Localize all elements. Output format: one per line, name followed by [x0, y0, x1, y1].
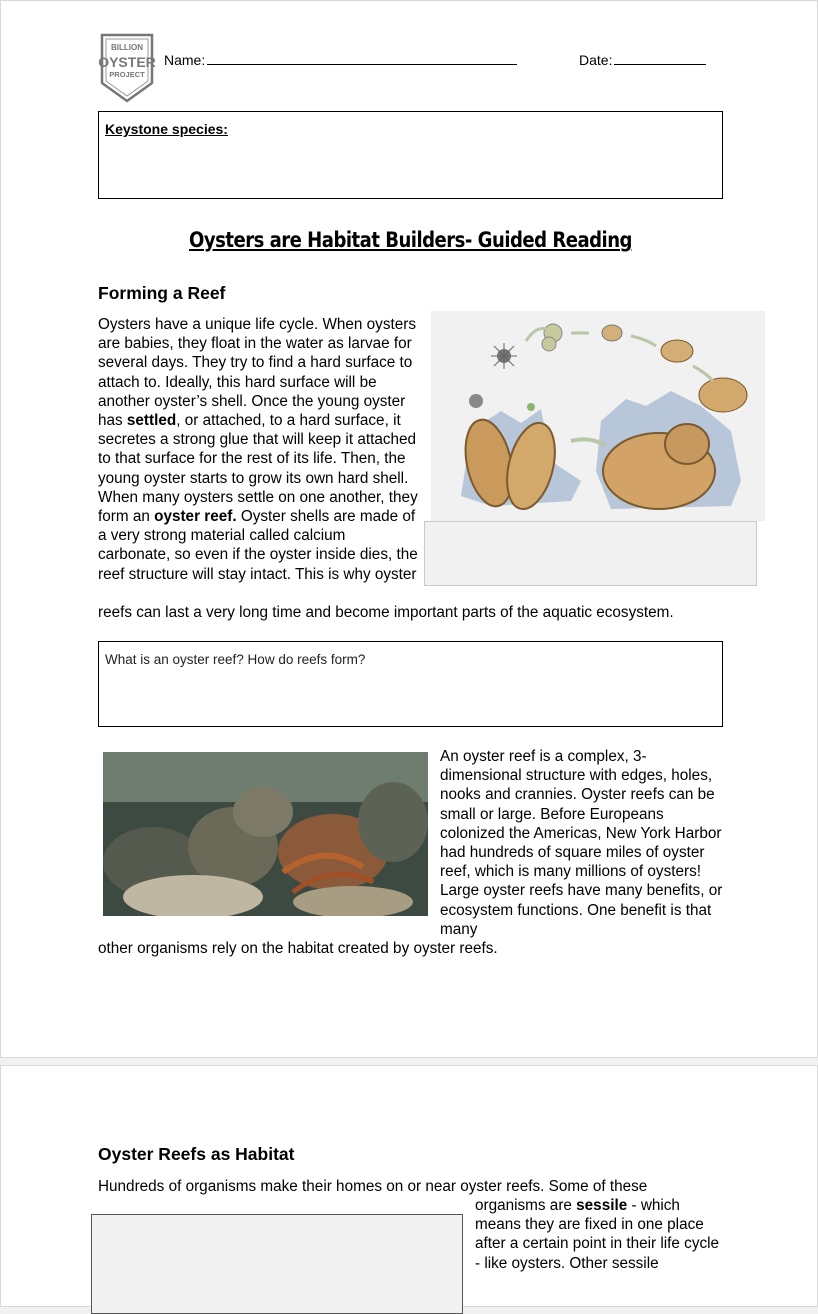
- page-title: Oysters are Habitat Builders- Guided Reading: [189, 228, 632, 252]
- date-label: Date:: [579, 52, 613, 68]
- section-heading-oyster-reefs-as-habitat: Oyster Reefs as Habitat: [98, 1144, 295, 1164]
- date-field[interactable]: [579, 51, 706, 68]
- forming-reef-paragraph: Oysters have a unique life cycle. When oysters are babies, they float in the water as larvae for several days. They try to find a hard surface to attach to. Ideally, this hard surface will be another oyster’s shell. Once the young oyster has settled, or attached, to a hard surface, it secretes a strong glue that will keep it attached to that surface for the rest of its life. Then, the young oyster starts to grow its own hard shell. When many oysters settle on one another, they form an oyster reef. Oyster shells are made of a very strong material called calcium carbonate, so even if the oyster inside dies, the reef structure will stay intact. This is why oyster: [98, 316, 418, 583]
- term-sessile: sessile: [576, 1197, 628, 1214]
- habitat-paragraph-start: Hundreds of organisms make their homes on or near oyster reefs. Some of these: [98, 1178, 648, 1195]
- illustration-caption-box: [424, 521, 757, 586]
- oyster-life-cycle-illustration: [431, 311, 765, 521]
- keystone-species-label: Keystone species:: [105, 121, 228, 137]
- keystone-species-box[interactable]: [98, 111, 723, 199]
- habitat-figure-box: [91, 1214, 463, 1314]
- name-field[interactable]: [164, 51, 517, 68]
- logo-line1: BILLION: [111, 43, 143, 52]
- billion-oyster-project-logo: [98, 31, 156, 103]
- oyster-reef-structure-paragraph: An oyster reef is a complex, 3-dimensional structure with edges, holes, nooks and crannies. Oyster reefs can be small or large. Before Europeans colonized the Americas, New York Harbor had hundreds of square miles of oyster reef, which is many millions of oysters! Large oyster reefs have many benefits, or ecosystem functions. One benefit is that many: [440, 748, 723, 938]
- section-heading-forming-a-reef: Forming a Reef: [98, 283, 226, 303]
- forming-reef-paragraph-end: reefs can last a very long time and become important parts of the aquatic ecosystem.: [98, 604, 674, 621]
- name-blank-line[interactable]: [207, 51, 517, 65]
- oyster-reef-structure-paragraph-end: other organisms rely on the habitat created by oyster reefs.: [98, 940, 498, 957]
- oyster-reef-photo: [103, 752, 428, 916]
- name-label: Name:: [164, 52, 206, 68]
- logo-line2: OYSTER: [98, 54, 156, 70]
- term-settled: settled: [126, 412, 177, 430]
- logo-line3: PROJECT: [109, 70, 145, 79]
- question-text: What is an oyster reef? How do reefs form?: [105, 652, 366, 667]
- term-oyster-reef: oyster reef.: [154, 508, 237, 526]
- date-blank-line[interactable]: [614, 51, 706, 65]
- question-box-oyster-reef[interactable]: [98, 641, 723, 727]
- habitat-paragraph: organisms are sessile - which means they are fixed in one place after a certain point in their life cycle - like oysters. Other sessile: [475, 1197, 720, 1272]
- document-page-2: [0, 1065, 818, 1307]
